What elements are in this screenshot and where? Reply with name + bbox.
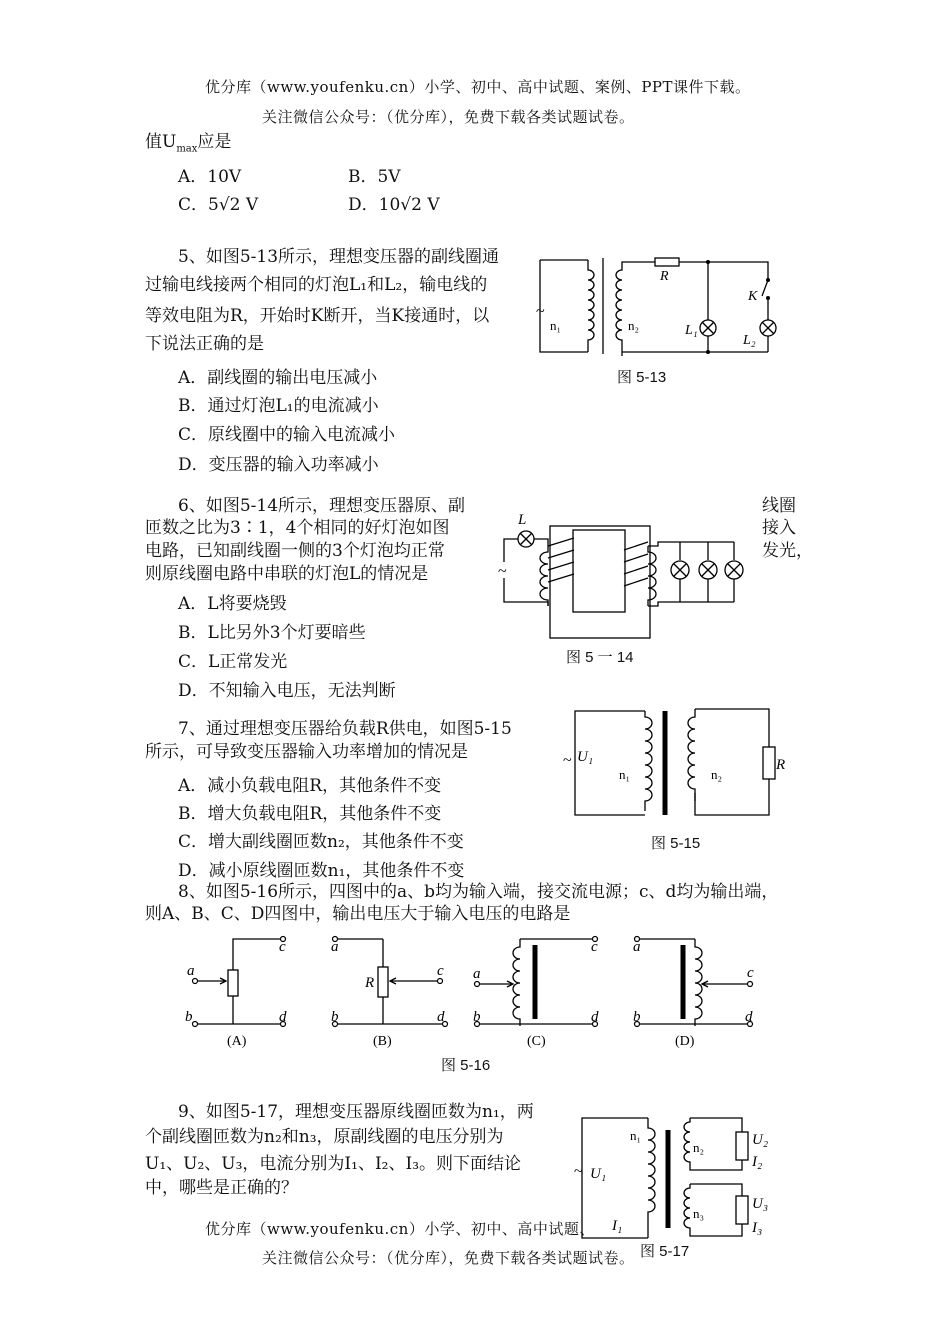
fig517-n2: n₂: [693, 1140, 705, 1155]
fig516-label-c: (C): [527, 1034, 546, 1049]
fig514-L: L: [518, 512, 527, 528]
fig516d-c: c: [747, 965, 754, 981]
q9-line-2: 个副线圈匝数为n₂和n₃，原副线圈的电压分别为: [145, 1127, 504, 1147]
q4-option-c: C．5√2 V: [178, 195, 259, 215]
q5-option-c: C．原线圈中的输入电流减小: [178, 425, 396, 445]
fig516c-d: d: [591, 1009, 599, 1025]
fig517-n1: n₁: [630, 1128, 642, 1143]
fig516c-c: c: [591, 939, 598, 955]
fig513-L1: L₁: [685, 323, 698, 338]
q4-tail-text: 值U: [145, 132, 177, 152]
fig517-n3: n₃: [693, 1206, 705, 1221]
fig517-I3: I₃: [752, 1220, 763, 1236]
q8-line-2: 则A、B、C、D四图中，输出电压大于输入电压的电路是: [145, 904, 571, 924]
fig516-label-d: (D): [675, 1034, 695, 1049]
q6-line-4: 则原线圈电路中串联的灯泡L的情况是: [145, 564, 429, 584]
figure-5-15: [563, 703, 793, 825]
fig513-source: ~: [536, 303, 545, 320]
fig513-R: R: [660, 269, 669, 284]
q6-option-c: C．L正常发光: [178, 652, 288, 672]
fig517-I1: I₁: [612, 1218, 623, 1234]
fig513-n2: n₂: [628, 318, 640, 333]
q6-right-3: 发光，: [762, 541, 813, 561]
fig514-source: ~: [498, 563, 507, 580]
fig516d-a: a: [633, 939, 641, 955]
q4-tail: [145, 128, 231, 163]
q7-line-1: 7、通过理想变压器给负载R供电，如图5-15: [178, 719, 512, 739]
q5-line-2: 过输电线接两个相同的灯泡L₁和L₂，输电线的: [145, 275, 488, 295]
q8-line-1: 8、如图5-16所示，四图中的a、b均为输入端，接交流电源；c、d均为输出端，: [178, 882, 779, 902]
fig516c-b: b: [473, 1009, 481, 1025]
q4-option-a: A．10V: [178, 167, 242, 187]
q6-option-d: D．不知输入电压，无法判断: [178, 681, 396, 701]
q7-option-c: C．增大副线圈匝数n₂，其他条件不变: [178, 832, 464, 852]
q5-line-3: 等效电阻为R，开始时K断开，当K接通时，以: [145, 306, 490, 326]
fig515-n2: n₂: [711, 767, 723, 782]
fig516b-d: d: [437, 1009, 445, 1025]
q7-option-b: B．增大负载电阻R，其他条件不变: [178, 804, 442, 824]
q6-option-b: B．L比另外3个灯要暗些: [178, 623, 366, 643]
fig517-source: ~: [574, 1163, 583, 1180]
fig516-label-b: (B): [373, 1034, 392, 1049]
fig516a-a: a: [187, 963, 195, 979]
figure-5-14: [498, 502, 753, 644]
fig515-n1: n₁: [619, 767, 631, 782]
fig516b-a: a: [331, 939, 339, 955]
fig517-U1: U₁: [590, 1166, 607, 1182]
header-line-1: 优分库（www.youfenku.cn）小学、初中、高中试题、案例、PPT课件下载。: [205, 78, 751, 96]
fig516d-d: d: [745, 1009, 753, 1025]
fig516a-c: c: [279, 939, 286, 955]
fig517-U3: U₃: [752, 1196, 769, 1212]
q5-line-4: 下说法正确的是: [145, 334, 264, 354]
footer-line-2: 关注微信公众号：（优分库），免费下载各类试题试卷。: [262, 1249, 635, 1267]
fig516a-b: b: [185, 1009, 193, 1025]
fig513-n1: n₁: [550, 318, 562, 333]
q9-line-3: U₁、U₂、U₃，电流分别为I₁、I₂、I₃。则下面结论: [145, 1154, 522, 1174]
q9-line-1: 9、如图5-17，理想变压器原线圈匝数为n₁，两: [178, 1102, 534, 1122]
q6-line-1: 6、如图5-14所示，理想变压器原、副: [178, 496, 466, 516]
q4-tail-sub: max: [176, 143, 198, 155]
fig513-L2: L₂: [743, 333, 756, 348]
q5-option-d: D．变压器的输入功率减小: [178, 455, 379, 475]
q4-option-b: B．5V: [348, 167, 401, 187]
fig517-U2: U₂: [752, 1132, 769, 1148]
q6-right-1: 线圈: [762, 496, 796, 516]
fig516c-a: a: [473, 966, 481, 982]
fig515-source: ~: [563, 752, 572, 769]
fig516-caption: 图 5-16: [441, 1057, 491, 1074]
fig515-R: R: [776, 757, 786, 773]
fig516b-c: c: [437, 963, 444, 979]
fig513-caption: 图 5-13: [617, 369, 667, 386]
fig514-caption: 图 5 一 14: [566, 649, 634, 666]
fig517-I2: I₂: [752, 1154, 763, 1170]
fig513-K: K: [748, 289, 758, 304]
q7-line-2: 所示，可导致变压器输入功率增加的情况是: [145, 742, 468, 762]
q7-option-a: A．减小负载电阻R，其他条件不变: [178, 776, 442, 796]
footer-line-1: 优分库（www.youfenku.cn）小学、初中、高中试题、: [205, 1220, 595, 1238]
q5-line-1: 5、如图5-13所示，理想变压器的副线圈通: [178, 247, 500, 267]
q4-tail-end: 应是: [197, 132, 232, 152]
fig516-label-a: (A): [227, 1034, 247, 1049]
q5-option-b: B．通过灯泡L₁的电流减小: [178, 396, 379, 416]
q5-option-a: A．副线圈的输出电压减小: [178, 368, 378, 388]
header-line-2: 关注微信公众号：（优分库），免费下载各类试题试卷。: [262, 108, 635, 126]
q7-option-d: D．减小原线圈匝数n₁，其他条件不变: [178, 861, 465, 881]
q4-option-d: D．10√2 V: [348, 195, 440, 215]
q6-line-3: 电路，已知副线圈一侧的3个灯泡均正常: [145, 541, 445, 561]
q9-line-4: 中，哪些是正确的？: [145, 1178, 298, 1198]
fig516b-b: b: [331, 1009, 339, 1025]
fig517-caption: 图 5-17: [640, 1243, 690, 1260]
q6-option-a: A．L将要烧毁: [178, 594, 287, 614]
fig515-U1: U₁: [577, 749, 594, 765]
fig516b-R: R: [365, 975, 375, 991]
figure-5-16: [175, 925, 775, 1055]
fig515-caption: 图 5-15: [651, 835, 701, 852]
q6-right-2: 接入: [762, 518, 796, 538]
fig516d-b: b: [633, 1009, 641, 1025]
fig516a-d: d: [279, 1009, 287, 1025]
figure-5-17: [572, 1110, 772, 1245]
q6-line-2: 匝数之比为3∶1，4个相同的好灯泡如图: [145, 518, 450, 538]
